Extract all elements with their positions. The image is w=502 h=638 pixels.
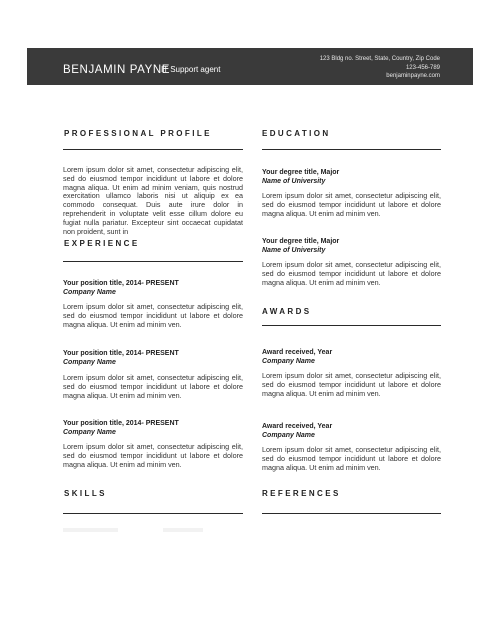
profile-text: Lorem ipsum dolor sit amet, consectetur adipiscing elit, sed do eiusmod tempor incididunt ut labore et dolore magna aliqua. Ut enim ad minim veniam, quis nostrud exercitation ullamco laboris nisi ut aliquip ex ea commodo consequat. Duis aute irure dolor in reprehenderit in voluptate velit esse cillum dolore eu fugiat nulla pariatur. Excepteur sint occaecat cupidatat non proident, sunt in — [63, 165, 243, 236]
section-title-experience: EXPERIENCE — [64, 239, 140, 248]
candidate-role: IT Support agent — [161, 65, 221, 74]
section-divider — [262, 149, 441, 150]
experience-position: Your position title, 2014- PRESENT — [63, 420, 179, 427]
section-divider — [63, 261, 243, 262]
education-description: Lorem ipsum dolor sit amet, consectetur adipiscing elit, sed do eiusmod tempor incididunt ut labore et dolore magna aliqua. Ut enim ad minim ven. — [262, 191, 441, 218]
section-title-profile: PROFESSIONAL PROFILE — [64, 129, 212, 138]
experience-company: Company Name — [63, 429, 116, 436]
education-degree: Your degree title, Major — [262, 169, 340, 176]
contact-address: 123 Bldg no. Street, State, Country, Zip Code — [319, 56, 440, 62]
education-degree: Your degree title, Major — [262, 238, 340, 245]
skill-bar — [63, 528, 118, 532]
section-divider — [262, 513, 441, 514]
contact-block — [320, 55, 440, 81]
award-description: Lorem ipsum dolor sit amet, consectetur adipiscing elit, sed do eiusmod tempor incididunt ut labore et dolore magna aliqua. Ut enim ad minim ven. — [262, 445, 441, 472]
award-company: Company Name — [262, 358, 315, 365]
award-title: Award received, Year — [262, 423, 333, 430]
skill-bar — [163, 528, 203, 532]
contact-phone: 123-456-789 — [405, 64, 440, 71]
experience-description: Lorem ipsum dolor sit amet, consectetur adipiscing elit, sed do eiusmod tempor incididunt ut labore et dolore magna aliqua. Ut enim ad minim ven. — [63, 442, 243, 469]
section-divider — [63, 513, 243, 514]
experience-description: Lorem ipsum dolor sit amet, consectetur adipiscing elit, sed do eiusmod tempor incididunt ut labore et dolore magna aliqua. Ut enim ad minim ven. — [63, 373, 243, 400]
education-school: Name of University — [262, 178, 326, 185]
experience-company: Company Name — [63, 289, 116, 296]
contact-email: benjaminpayne.com — [386, 73, 440, 79]
education-description: Lorem ipsum dolor sit amet, consectetur adipiscing elit, sed do eiusmod tempor incididunt ut labore et dolore magna aliqua. Ut enim ad minim ven. — [262, 260, 441, 287]
experience-position: Your position title, 2014- PRESENT — [63, 350, 179, 357]
experience-company: Company Name — [63, 359, 116, 366]
section-title-references: REFERENCES — [262, 489, 341, 498]
education-school: Name of University — [262, 247, 326, 254]
experience-description: Lorem ipsum dolor sit amet, consectetur adipiscing elit, sed do eiusmod tempor incididunt ut labore et dolore magna aliqua. Ut enim ad minim ven. — [63, 302, 243, 329]
award-title: Award received, Year — [262, 349, 333, 356]
section-divider — [63, 149, 243, 150]
section-title-awards: AWARDS — [262, 307, 312, 316]
experience-position: Your position title, 2014- PRESENT — [63, 280, 179, 287]
candidate-name: BENJAMIN PAYNE — [63, 64, 171, 76]
award-company: Company Name — [262, 432, 315, 439]
award-description: Lorem ipsum dolor sit amet, consectetur adipiscing elit, sed do eiusmod tempor incididunt ut labore et dolore magna aliqua. Ut enim ad minim ven. — [262, 371, 441, 398]
section-title-skills: SKILLS — [64, 489, 107, 498]
resume-header — [27, 48, 473, 85]
section-divider — [262, 325, 441, 326]
section-title-education: EDUCATION — [262, 129, 331, 138]
